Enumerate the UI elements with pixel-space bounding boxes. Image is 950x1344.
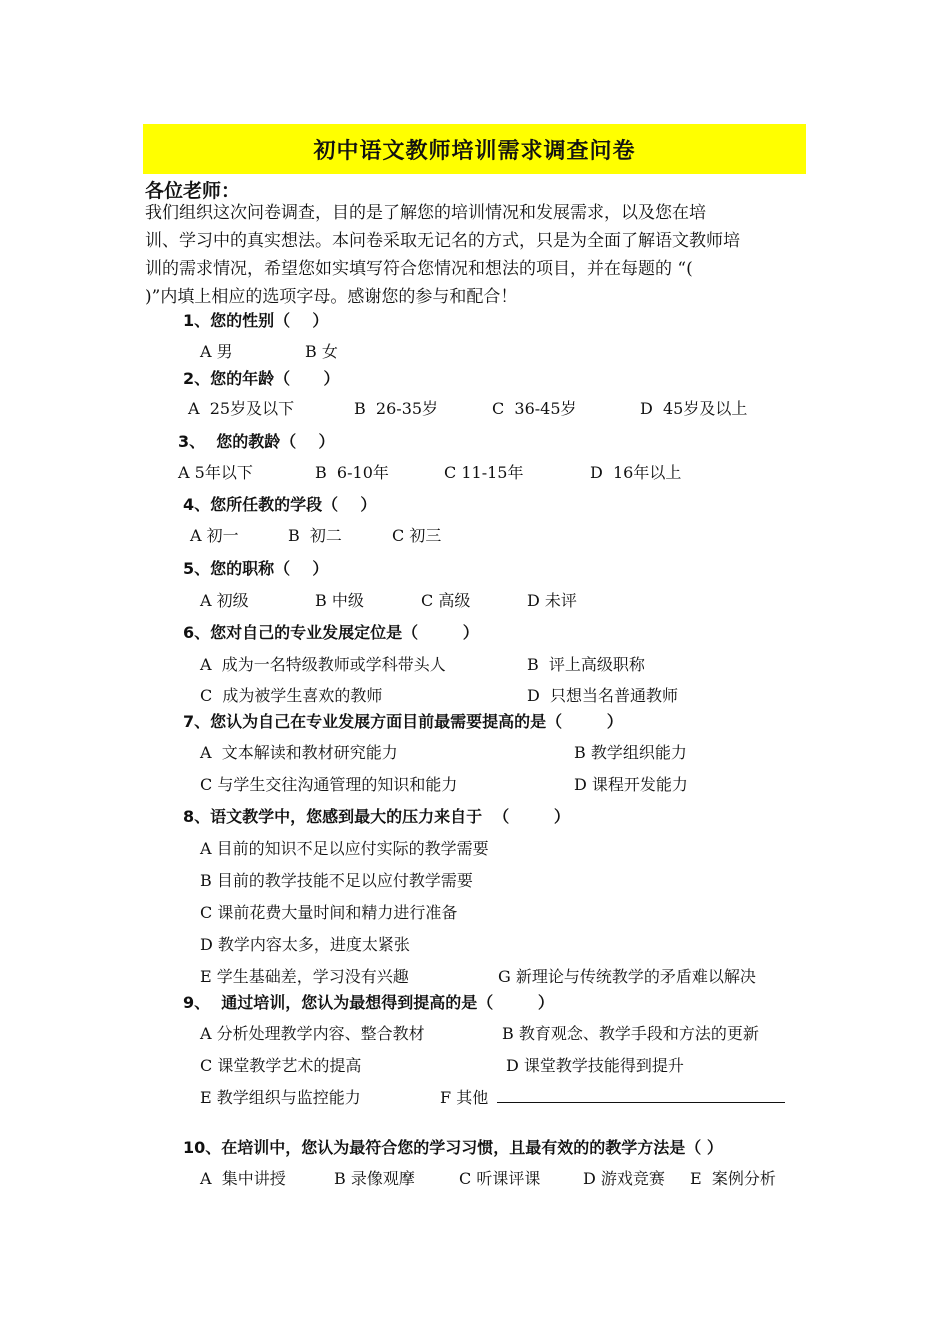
option: C 成为被学生喜欢的教师 — [200, 686, 383, 705]
option: C 听课评课 — [459, 1169, 541, 1188]
option: D 课程开发能力 — [574, 775, 688, 794]
option: E 学生基础差，学习没有兴趣 — [200, 967, 409, 986]
option: B 女 — [305, 342, 338, 361]
question-10: 10、在培训中，您认为最符合您的学习习惯，且最有效的的教学方法是（ ） — [183, 1138, 723, 1157]
option: D 教学内容太多，进度太紧张 — [200, 935, 410, 954]
option: D 16年以上 — [590, 463, 682, 482]
question-8: 8、语文教学中，您感到最大的压力来自于 （ ） — [183, 807, 570, 826]
option: A 集中讲授 — [200, 1169, 286, 1188]
intro-paragraph — [145, 199, 810, 311]
option: G 新理论与传统教学的矛盾难以解决 — [498, 967, 756, 986]
option: B 初二 — [288, 526, 342, 545]
option: C 高级 — [421, 591, 471, 610]
option: A 初级 — [200, 591, 249, 610]
option: B 目前的教学技能不足以应付教学需要 — [200, 871, 473, 890]
option: B 26-35岁 — [354, 399, 439, 418]
option: A 目前的知识不足以应付实际的教学需要 — [200, 839, 489, 858]
option: A 5年以下 — [178, 463, 253, 482]
question-3: 3、 您的教龄（ ） — [178, 432, 335, 451]
option: A 25岁及以下 — [188, 399, 295, 418]
option: D 课堂教学技能得到提升 — [506, 1056, 684, 1075]
option: A 文本解读和教材研究能力 — [200, 743, 398, 762]
document-title: 初中语文教师培训需求调查问卷 — [313, 139, 636, 164]
intro-line: 训、学习中的真实想法。本问卷采取无记名的方式，只是为全面了解语文教师培 — [145, 231, 740, 251]
option: D 未评 — [527, 591, 577, 610]
option: D 只想当名普通教师 — [527, 686, 679, 705]
title-banner — [143, 124, 806, 174]
option: C 课堂教学艺术的提高 — [200, 1056, 362, 1075]
option: B 录像观摩 — [334, 1169, 415, 1188]
option: D 45岁及以上 — [640, 399, 748, 418]
greeting: 各位老师： — [145, 180, 241, 202]
intro-line: 训的需求情况，希望您如实填写符合您情况和想法的项目，并在每题的 “( — [145, 259, 693, 279]
option: A 初一 — [190, 526, 239, 545]
intro-line: 我们组织这次问卷调查，目的是了解您的培训情况和发展需求，以及您在培 — [145, 203, 706, 223]
question-5: 5、您的职称（ ） — [183, 559, 329, 578]
question-7: 7、您认为自己在专业发展方面目前最需要提高的是（ ） — [183, 712, 623, 731]
question-1: 1、您的性别（ ） — [183, 311, 329, 330]
option: D 游戏竞赛 — [583, 1169, 665, 1188]
question-4: 4、您所任教的学段（ ） — [183, 495, 377, 514]
question-6: 6、您对自己的专业发展定位是（ ） — [183, 623, 479, 642]
option: C 初三 — [392, 526, 442, 545]
question-9: 9、 通过培训，您认为最想得到提高的是（ ） — [183, 993, 554, 1012]
option: E 案例分析 — [690, 1169, 776, 1188]
other-fill-line — [497, 1102, 785, 1103]
option: F 其他 — [440, 1088, 489, 1107]
option: C 11-15年 — [444, 463, 524, 482]
option: A 分析处理教学内容、整合教材 — [200, 1024, 425, 1043]
option: B 教育观念、教学手段和方法的更新 — [502, 1024, 759, 1043]
question-2: 2、您的年龄（ ） — [183, 369, 340, 388]
option: B 中级 — [315, 591, 364, 610]
option: A 男 — [200, 342, 233, 361]
option: B 评上高级职称 — [527, 655, 645, 674]
option: A 成为一名特级教师或学科带头人 — [200, 655, 446, 674]
option: B 6-10年 — [315, 463, 389, 482]
intro-line: )”内填上相应的选项字母。感谢您的参与和配合！ — [145, 287, 518, 307]
option: E 教学组织与监控能力 — [200, 1088, 361, 1107]
option: C 36-45岁 — [492, 399, 577, 418]
option: C 课前花费大量时间和精力进行准备 — [200, 903, 458, 922]
option: B 教学组织能力 — [574, 743, 687, 762]
option: C 与学生交往沟通管理的知识和能力 — [200, 775, 458, 794]
